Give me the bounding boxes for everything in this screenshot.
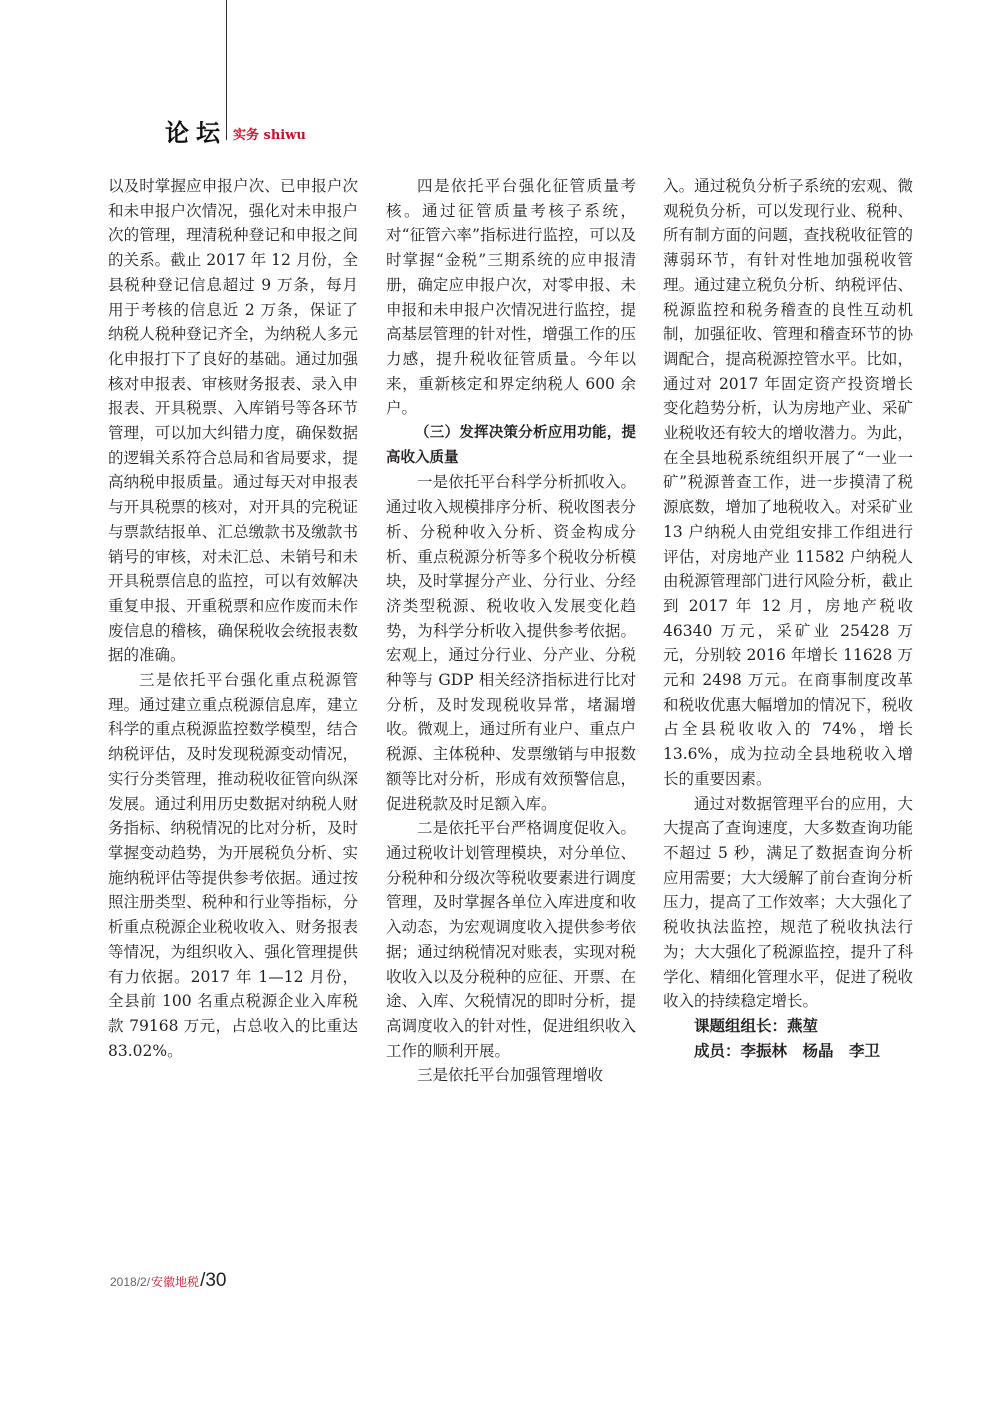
credit-leader: 课题组组长：燕堃 (694, 1015, 819, 1035)
issue-date: 2018/2/ (110, 1275, 151, 1289)
publication-name: 安徽地税 (151, 1275, 200, 1289)
paragraph: 入。通过税负分析子系统的宏观、微观税负分析，可以发现行业、税种、所有制方面的问题，查找税收征管的薄弱环节，有针对性地加强税收管理。通过建立税负分析、纳税评估、税源监控和税务稽查的良性互动机制，加强征收、管理和稽查环节的协调配合，提高税源控管水平。比如，通过对 2017 年固定资产投资增长变化趋势分析，认为房地产业、采矿业税收还有较大的增收潜力。为此，在全县地税系统组织开展了“一业一矿”税源普查工作，进一步摸清了税源底数，增加了地税收入。对采矿业 13 户纳税人由党组安排工作组进行评估，对房地产业 11582 户纳税人由税源管理部门进行风险分析，截止到 2017 年 12 月，房地产税收 46340 万元，采矿业 25428 万元，分别较 2016 年增长 11628 万元和 2498 万元。在商事制度改革和税收优惠大幅增加的情况下，税收占全县税收收入的 74%，增长 13.6%，成为拉动全县地税收入增长的重要因素。 (663, 177, 913, 788)
text-column-3 (663, 174, 913, 1063)
paragraph: 三是依托平台强化重点税源管理。通过建立重点税源信息库，建立科学的重点税源监控数学模型，结合纳税评估，及时发现税源变动情况，实行分类管理，推动税收征管向纵深发展。通过利用历史数据对纳税人财务指标、纳税情况的比对分析，及时掌握变动趋势，为开展税负分析、实施纳税评估等提供参考依据。通过按照注册类型、税种和行业等指标，分析重点税源企业税收收入、财务报表等情况，为组织收入、强化管理提供有力依据。2017 年 1—12 月份，全县前 100 名重点税源企业入库税款 79168 万元，占总收入的比重达 83.02%。 (108, 671, 358, 1060)
paragraph: 二是依托平台严格调度促收入。通过税收计划管理模块，对分单位、分税种和分级次等税收要素进行调度管理，及时掌握各单位入库进度和收入动态，为宏观调度收入提供参考依据；通过纳税情况对账表，实现对税收收入以及分税种的应征、开票、在途、入库、欠税情况的即时分析，提高调度收入的针对性，促进组织收入工作的顺利开展。 (386, 819, 636, 1060)
text-column-2 (386, 174, 636, 1088)
section-subtitle: 实务 shiwu (233, 128, 306, 143)
section-heading: （三）发挥决策分析应用功能，提高收入质量 (386, 424, 636, 466)
paragraph: 三是依托平台加强管理增收 (417, 1066, 604, 1085)
credit-members: 成员：李振林 杨晶 李卫 (694, 1040, 881, 1060)
section-title: 论坛 (165, 118, 227, 147)
paragraph: 通过对数据管理平台的应用，大大提高了查询速度，大多数查询功能不超过 5 秒，满足了数据查询分析应用需要；大大缓解了前台查询分析压力，提高了工作效率；大大强化了税收执法监控，规范了税收执法行为；大大强化了税源监控，提升了科学化、精细化管理水平，促进了税收收入的持续稳定增长。 (663, 794, 913, 1011)
page-number: /30 (200, 1270, 227, 1291)
text-column-1 (108, 174, 358, 1063)
paragraph: 一是依托平台科学分析抓收入。通过收入规模排序分析、税收图表分析、分税种收入分析、资金构成分析、重点税源分析等多个税收分析模块，及时掌握分产业、分行业、分经济类型税源、税收收入发展变化趋势，为科学分析收入提供参考依据。宏观上，通过分行业、分产业、分税种等与 GDP 相关经济指标进行比对分析，及时发现税收异常，堵漏增收。微观上，通过所有业户、重点户税源、主体税种、发票缴销与申报数额等比对分析，形成有效预警信息，促进税款及时足额入库。 (386, 473, 636, 813)
paragraph: 四是依托平台强化征管质量考核。通过征管质量考核子系统，对“征管六率”指标进行监控，可以及时掌握“金税”三期系统的应申报清册，确定应申报户次，对零申报、未申报和未申报户次情况进行监控，提高基层管理的针对性，增强工作的压力感，提升税收征管质量。今年以来，重新核定和界定纳税人 600 余户。 (386, 177, 636, 418)
paragraph: 以及时掌握应申报户次、已申报户次和未申报户次情况，强化对未申报户次的管理，理清税种登记和申报之间的关系。截止 2017 年 12 月份，全县税种登记信息超过 9 万条，每月用于考核的信息近 2 万条，保证了纳税人税种登记齐全，为纳税人多元化申报打下了良好的基础。通过加强核对申报表、审核财务报表、录入申报表、开具税票、入库销号等各环节管理，可以加大纠错力度，确保数据的逻辑关系符合总局和省局要求，提高纳税申报质量。通过每天对申报表与开具税票的核对，对开具的完税证与票款结报单、汇总缴款书及缴款书销号的审核，对未汇总、未销号和未开具税票信息的监控，可以有效解决重复申报、开重税票和应作废而未作废信息的稽核，确保税收会统报表数据的准确。 (108, 177, 358, 665)
page-footer (110, 1270, 226, 1292)
page-header (165, 114, 306, 148)
